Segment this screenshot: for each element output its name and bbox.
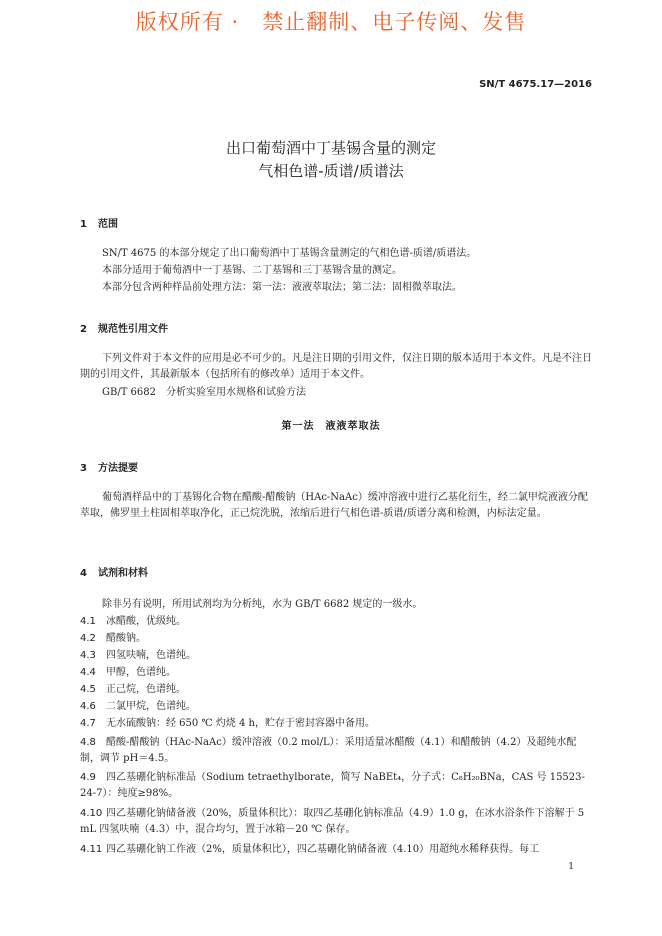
section-title: 方法提要 — [98, 463, 138, 474]
page-number: 1 — [568, 862, 574, 872]
item-number: 4.11 — [80, 844, 103, 855]
reagent-item — [80, 614, 592, 630]
reagent-item — [80, 665, 592, 681]
reagent-item — [80, 699, 592, 715]
document-title: 出口葡萄酒中丁基锡含量的测定 — [225, 139, 436, 157]
reagent-item — [80, 716, 592, 732]
section-heading-principle — [80, 459, 138, 474]
section-title: 试剂和材料 — [98, 568, 148, 579]
scope-paragraph: SN/T 4675 的本部分规定了出口葡萄酒中丁基锡含量测定的气相色谱-质谱/质谱法。 — [102, 248, 477, 259]
item-number: 4.7 — [80, 718, 96, 729]
section-number: 4 — [80, 568, 87, 579]
item-text: 无水硫酸钠：经 650 ℃ 灼烧 4 h，贮存于密封容器中备用。 — [106, 718, 375, 729]
section-title: 范围 — [98, 219, 118, 230]
item-number: 4.9 — [80, 772, 96, 783]
item-text: 冰醋酸，优级纯。 — [106, 616, 186, 627]
item-text: 四乙基硼化钠标准品（Sodium tetraethylborate，简写 NaBEt₄，分子式：C₈H₂₀BNa，CAS 号 15523-24-7）：纯度≥98%。 — [80, 772, 585, 799]
reagent-item — [80, 770, 592, 802]
item-text: 甲醇，色谱纯。 — [106, 667, 176, 678]
section-heading-scope — [80, 215, 118, 230]
document-subtitle: 气相色谱-质谱/质谱法 — [258, 162, 404, 180]
item-number: 4.2 — [80, 633, 96, 644]
section-heading-reagents — [80, 564, 148, 579]
item-number: 4.6 — [80, 701, 96, 712]
reagent-item — [80, 648, 592, 664]
reagent-item — [80, 806, 592, 838]
references-paragraph: 下列文件对于本文件的应用是必不可少的。凡是注日期的引用文件，仅注日期的版本适用于本文件。凡是不注日期的引用文件，其最新版本（包括所有的修改单）适用于本文件。 — [80, 353, 592, 380]
scope-paragraph: 本部分适用于葡萄酒中一丁基锡、二丁基锡和三丁基锡含量的测定。 — [102, 265, 402, 276]
item-text: 正己烷，色谱纯。 — [106, 684, 186, 695]
reagent-item — [80, 682, 592, 698]
section-number: 1 — [80, 219, 87, 230]
reagent-item — [80, 842, 592, 858]
item-text: 四乙基硼化钠储备液（20%，质量体积比）：取四乙基硼化钠标准品（4.9）1.0 g，在冰水浴条件下溶解于 5 mL 四氢呋喃（4.3）中，混合均匀，置于冰箱－20 ℃ 保存。 — [80, 808, 585, 835]
item-number: 4.3 — [80, 650, 96, 661]
item-text: 醋酸钠。 — [106, 633, 146, 644]
item-number: 4.10 — [80, 808, 103, 819]
scope-paragraph: 本部分包含两种样品前处理方法：第一法：液液萃取法；第二法：固相微萃取法。 — [102, 282, 462, 293]
item-number: 4.1 — [80, 616, 96, 627]
item-number: 4.8 — [80, 737, 96, 748]
reagent-item — [80, 735, 592, 767]
item-number: 4.4 — [80, 667, 96, 678]
reagents-intro: 除非另有说明，所用试剂均为分析纯，水为 GB/T 6682 规定的一级水。 — [102, 599, 423, 610]
reference-item: GB/T 6682 分析实验室用水规格和试验方法 — [102, 387, 307, 398]
section-title: 规范性引用文件 — [98, 324, 168, 335]
reagent-item — [80, 631, 592, 647]
item-text: 二氯甲烷，色谱纯。 — [106, 701, 196, 712]
item-text: 四氢呋喃，色谱纯。 — [106, 650, 196, 661]
section-heading-references — [80, 320, 168, 335]
section-number: 2 — [80, 324, 87, 335]
principle-paragraph: 葡萄酒样品中的丁基锡化合物在醋酸-醋酸钠（HAc-NaAc）缓冲溶液中进行乙基化衍生，经二氯甲烷液液分配萃取，佛罗里土柱固相萃取净化，正己烷洗脱，浓缩后进行气相色谱-质谱/质谱分离和检测，内标法定量。 — [80, 492, 588, 519]
standard-number: SN/T 4675.17—2016 — [479, 79, 592, 90]
section-number: 3 — [80, 463, 87, 474]
item-text: 醋酸-醋酸钠（HAc-NaAc）缓冲溶液（0.2 mol/L）：采用适量冰醋酸（4.1）和醋酸钠（4.2）及超纯水配制，调节 pH＝4.5。 — [80, 737, 577, 764]
item-number: 4.5 — [80, 684, 96, 695]
method-one-heading: 第一法 液液萃取法 — [281, 421, 381, 432]
item-text: 四乙基硼化钠工作液（2%，质量体积比），四乙基硼化钠储备液（4.10）用超纯水稀释获得。每工 — [106, 844, 540, 855]
copyright-watermark: 版权所有 · 禁止翻制、电子传阅、发售 — [135, 10, 527, 34]
